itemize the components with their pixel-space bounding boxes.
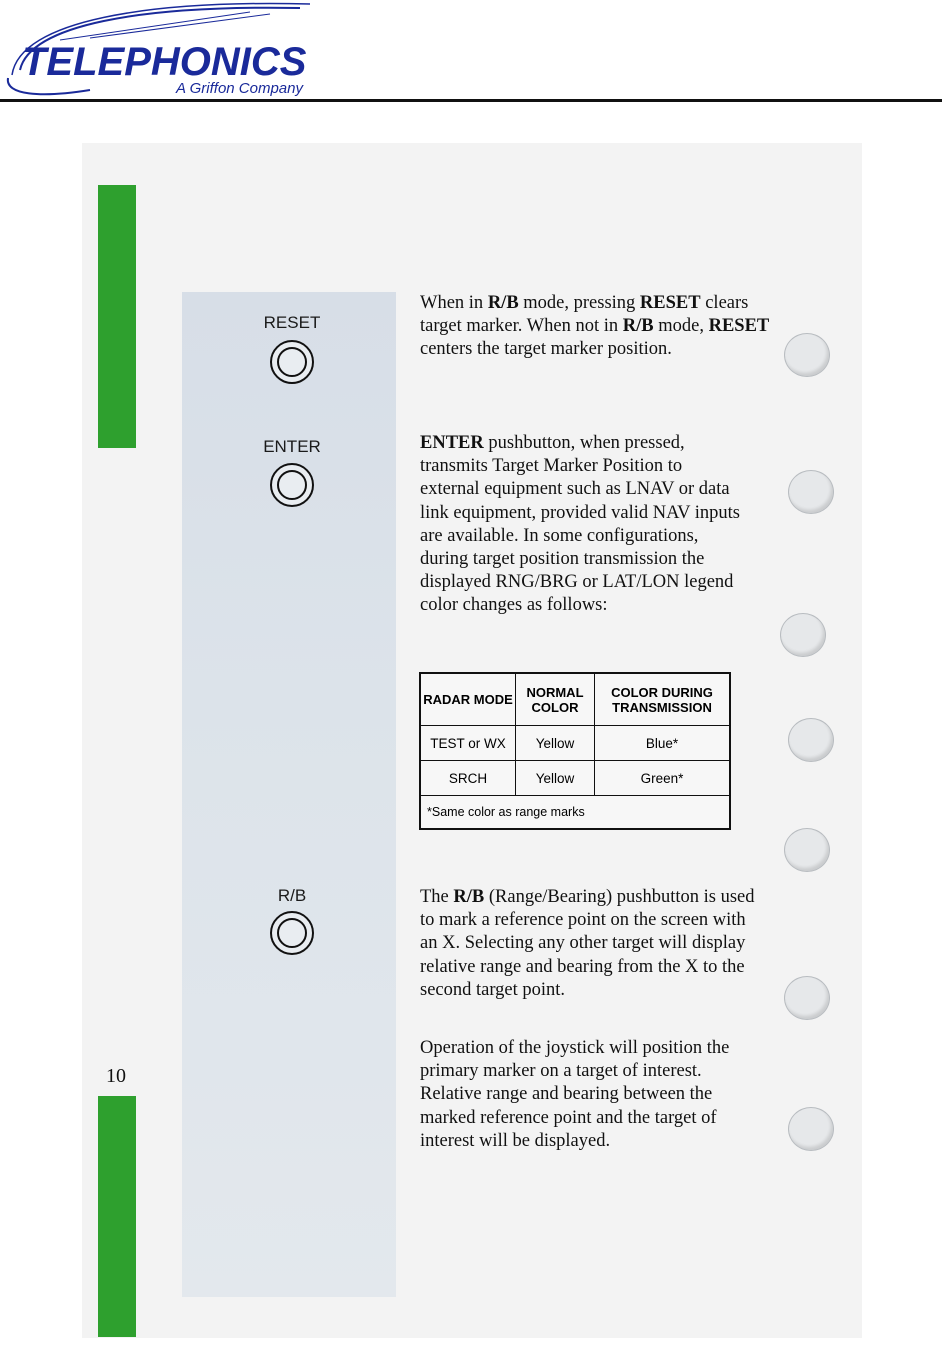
table-cell: TEST or WX <box>420 726 516 761</box>
table-header: RADAR MODE <box>420 673 516 726</box>
table-footnote: *Same color as range marks <box>420 796 730 830</box>
rb-button-label: R/B <box>277 886 307 905</box>
rb-button-icon <box>270 911 314 955</box>
table-row <box>420 726 730 761</box>
color-table <box>419 672 731 830</box>
reset-button-icon <box>270 340 314 384</box>
reset-description: When in R/B mode, pressing RESET clears target marker. When not in R/B mode, RESET centers the target marker position. <box>420 293 770 360</box>
table-cell: Yellow <box>516 726 595 761</box>
table-header: NORMAL COLOR <box>516 673 595 726</box>
table-cell: Green* <box>595 761 731 796</box>
joystick-description: Operation of the joystick will position the primary marker on a target of interest. Relative range and bearing between the marked reference point and the target of interest will be displayed. <box>420 1038 730 1151</box>
logo-tagline: A Griffon Company <box>176 80 303 97</box>
document-header <box>0 0 942 103</box>
binder-hole-icon <box>788 1107 834 1151</box>
table-header: COLOR DURING TRANSMISSION <box>595 673 731 726</box>
binder-hole-icon <box>788 470 834 514</box>
page-number: 10 <box>106 1065 126 1087</box>
binder-hole-icon <box>780 613 826 657</box>
table-cell: Yellow <box>516 761 595 796</box>
section-tab-bottom <box>98 1096 136 1337</box>
table-cell: SRCH <box>420 761 516 796</box>
logo-wordmark: TELEPHONICS <box>22 40 307 84</box>
telephonics-logo <box>0 0 380 100</box>
enter-button-icon <box>270 463 314 507</box>
table-row <box>420 761 730 796</box>
table-note-row <box>420 796 730 830</box>
binder-hole-icon <box>788 718 834 762</box>
enter-button-label: ENTER <box>263 437 321 456</box>
header-rule <box>0 99 942 102</box>
binder-hole-icon <box>784 828 830 872</box>
section-tab-top <box>98 185 136 448</box>
table-header-row <box>420 673 730 726</box>
reset-button-label: RESET <box>263 313 321 332</box>
binder-hole-icon <box>784 333 830 377</box>
binder-hole-icon <box>784 976 830 1020</box>
table-cell: Blue* <box>595 726 731 761</box>
rb-description: The R/B (Range/Bearing) pushbutton is used to mark a reference point on the screen with an X. Selecting any other target will display relative range and bearing from the X to the second target point. <box>420 887 755 1000</box>
enter-description: ENTER pushbutton, when pressed, transmits Target Marker Position to external equipment such as LNAV or data link equipment, provided valid NAV inputs are available. In some configurations, during target position transmission the displayed RNG/BRG or LAT/LON legend color changes as follows: <box>420 433 740 616</box>
